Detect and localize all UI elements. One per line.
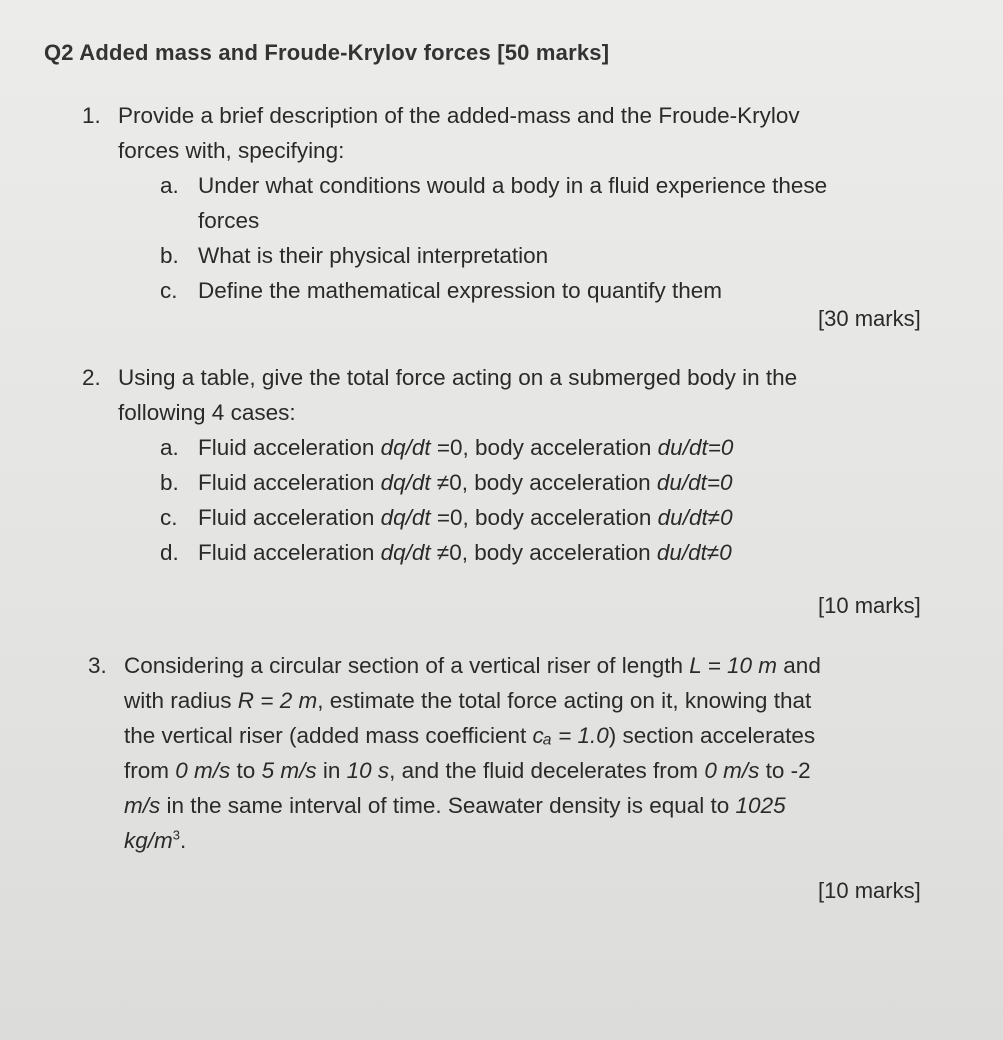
sub-item: c. Define the mathematical expression to quantify them <box>160 278 723 303</box>
question-number: 3. <box>88 653 107 678</box>
marks-label: [10 marks] <box>818 878 921 903</box>
marks-label: [30 marks] <box>818 306 921 331</box>
question-title: Q2 Added mass and Froude-Krylov forces [50 marks] <box>44 40 610 65</box>
marks-label: [10 marks] <box>818 593 921 618</box>
question-1 <box>82 98 962 308</box>
question-text: Using a table, give the total force acting on a submerged body in the following 4 cases: <box>118 365 798 425</box>
sub-item-list <box>160 430 962 570</box>
question-2 <box>82 360 962 570</box>
question-text: Provide a brief description of the added-mass and the Froude-Krylov forces with, specifying: <box>118 103 800 163</box>
sub-item: d. Fluid acceleration dq/dt ≠0, body acceleration du/dt≠0 <box>160 540 732 565</box>
sub-item: b. What is their physical interpretation <box>160 243 549 268</box>
sub-item: a. Fluid acceleration dq/dt =0, body acceleration du/dt=0 <box>160 435 734 460</box>
question-3 <box>88 648 968 858</box>
sub-item: a. Under what conditions would a body in a fluid experience these forces <box>160 173 828 233</box>
question-text: Considering a circular section of a vertical riser of length L = 10 m and with radius R = 2 m, estimate the total force acting on it, knowing that the vertical riser (added mass coefficient cₐ = 1.0) section accelerates from 0 m/s to 5 m/s in 10 s, and the fluid decelerates from 0 m/s to -2 m/s in the same interval of time. Seawater density is equal to 1025 $kg/m^3$. <box>124 653 821 853</box>
sub-item: b. Fluid acceleration dq/dt ≠0, body acceleration du/dt=0 <box>160 470 733 495</box>
sub-item: c. Fluid acceleration dq/dt =0, body acceleration du/dt≠0 <box>160 505 733 530</box>
sub-item-list <box>160 168 962 308</box>
question-number: 1. <box>82 103 101 128</box>
question-number: 2. <box>82 365 101 390</box>
